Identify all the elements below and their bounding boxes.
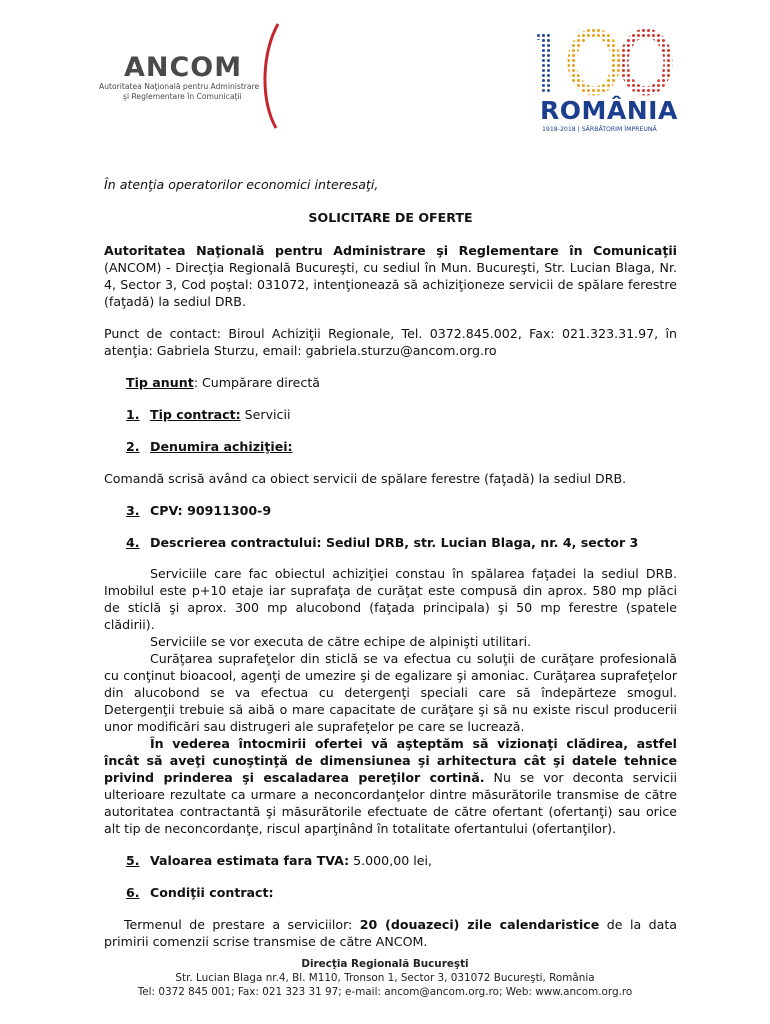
- section-1-number: 1.: [126, 407, 140, 422]
- section-6-number: 6.: [126, 885, 140, 900]
- document-body: [104, 176, 677, 950]
- section-3-label: CPV: 90911300-9: [150, 503, 272, 518]
- section-6-text-pre: Termenul de prestare a serviciilor:: [124, 917, 360, 932]
- section-6-label: Condiţii contract:: [150, 885, 274, 900]
- footer-address: Str. Lucian Blaga nr.4, Bl. M110, Tronson 1, Sector 3, 031072 Bucureşti, România: [175, 972, 595, 984]
- authority-name: Autoritatea Naţională pentru Administrare şi Reglementare în Comunicaţii: [104, 243, 677, 258]
- section-1-value: Servicii: [240, 407, 291, 422]
- section-4-paragraph-4: [104, 735, 677, 837]
- section-2-text: Comandă scrisă având ca obiect servicii de spălare ferestre (faţadă) la sediul DRB.: [104, 471, 627, 486]
- announcement-type: [126, 374, 677, 391]
- section-4-paragraph-3: Curăţarea suprafeţelor din sticlă se va efectua cu soluţii de curăţare profesională cu conţinut bioacool, agenţi de umezire şi de egalizare şi amoniac. Curăţarea suprafeţelor din alucobond se va efectua cu detergenţi speciali care să îndepărteze smogul. Detergenţii trebuie să aibă o mare capacitate de curăţare şi să nu existe riscul producerii unor modificări sau distrugeri ale suprafeţelor pe care se lucrează.: [104, 651, 677, 734]
- announcement-type-value: : Cumpărare directă: [193, 375, 321, 390]
- announcement-type-label: Tip anunt: [126, 375, 194, 390]
- document-title: SOLICITARE DE OFERTE: [308, 210, 473, 225]
- ancom-wordmark: ANCOM: [124, 52, 243, 83]
- section-4-paragraph-1: Serviciile care fac obiectul achiziţiei constau în spălarea faţadei la sediul DRB. Imobilul este p+10 etaje iar suprafaţa de curăţat este compusă din aprox. 580 mp plăci de sticlă şi aprox. 300 mp alucobond (faţada principala) şi 50 mp ferestre (spatele clădirii).: [104, 566, 677, 632]
- ancom-arc-icon: [254, 22, 294, 130]
- section-1-label: Tip contract:: [150, 407, 241, 422]
- section-2: [126, 438, 677, 455]
- ancom-subtitle-line2: şi Reglementare în Comunicaţii: [123, 92, 242, 101]
- section-2-number: 2.: [126, 439, 140, 454]
- section-4-paragraph-2: Serviciile se vor executa de către echipe de alpinişti utilitari.: [150, 634, 532, 649]
- delivery-term: 20 (douazeci) zile calendaristice: [359, 917, 600, 932]
- site-visit-notice: În vederea întocmirii ofertei vă aşteptăm să vizionaţi clădirea, astfel încât să aveţi cunoştinţă de dimensiunea şi arhitectura cât şi datele tehnice privind prinderea şi escaladarea pereţilor cortină.: [104, 736, 677, 785]
- section-6: [126, 884, 677, 901]
- contact-paragraph: Punct de contact: Biroul Achiziţii Regionale, Tel. 0372.845.002, Fax: 021.323.31.97, în atenţia: Gabriela Sturzu, email: gabriela.sturzu@ancom.org.ro: [104, 326, 677, 358]
- section-4-label: Descrierea contractului: Sediul DRB, str. Lucian Blaga, nr. 4, sector 3: [150, 535, 639, 550]
- section-3-number: 3.: [126, 503, 140, 518]
- intro-text: (ANCOM) - Direcţia Regională Bucureşti, cu sediul în Mun. Bucureşti, Str. Lucian Blaga, Nr. 4, Sector 3, Cod poştal: 031072, intenţionează să achiziţioneze servicii de spălare ferestre (faţadă) la sediul DRB.: [104, 260, 677, 309]
- section-5-number: 5.: [126, 853, 140, 868]
- intro-paragraph: [104, 242, 677, 310]
- page-footer: [0, 957, 770, 999]
- ancom-subtitle: [99, 82, 259, 102]
- section-5: [126, 852, 677, 869]
- centenary-tagline: 1918-2018 | SĂRBĂTORIM ÎMPREUNĂ: [542, 126, 657, 133]
- ancom-logo: [96, 22, 296, 132]
- section-3: [126, 502, 677, 519]
- letterhead: [0, 0, 770, 150]
- greeting: În atenţia operatorilor economici interesaţi,: [104, 177, 379, 192]
- section-6-text-post: de la data primirii comenzii scrise transmise de către ANCOM.: [104, 917, 677, 949]
- section-4-paragraph-4-text: Nu se vor deconta servicii ulterioare rezultate ca urmare a neconcordanţelor dintre măsurătorile transmise de către autoritatea contractantă şi măsurătorile efectuate de către ofertant (ofertanţi) sau orice alt tip de neconcordanţe, riscul aparţinând în totalitate ofertantului (ofertanţilor).: [104, 770, 678, 836]
- section-6-text: [104, 916, 677, 950]
- section-5-value: 5.000,00 lei,: [349, 853, 432, 868]
- romania-centenary-logo: [536, 28, 686, 140]
- section-2-label: Denumira achiziţiei:: [150, 439, 293, 454]
- romania-wordmark: ROMÂNIA: [540, 96, 678, 125]
- section-4: [126, 534, 677, 551]
- section-1: [126, 406, 677, 423]
- centenary-100-icon: [536, 28, 682, 96]
- footer-contacts: Tel: 0372 845 001; Fax: 021 323 31 97; e-mail: ancom@ancom.org.ro; Web: www.ancom.org.ro: [137, 986, 633, 998]
- section-4-number: 4.: [126, 535, 140, 550]
- section-5-label: Valoarea estimata fara TVA:: [150, 853, 350, 868]
- ancom-subtitle-line1: Autoritatea Naţională pentru Administrare: [99, 82, 260, 91]
- footer-title: Direcţia Regională Bucureşti: [301, 958, 469, 970]
